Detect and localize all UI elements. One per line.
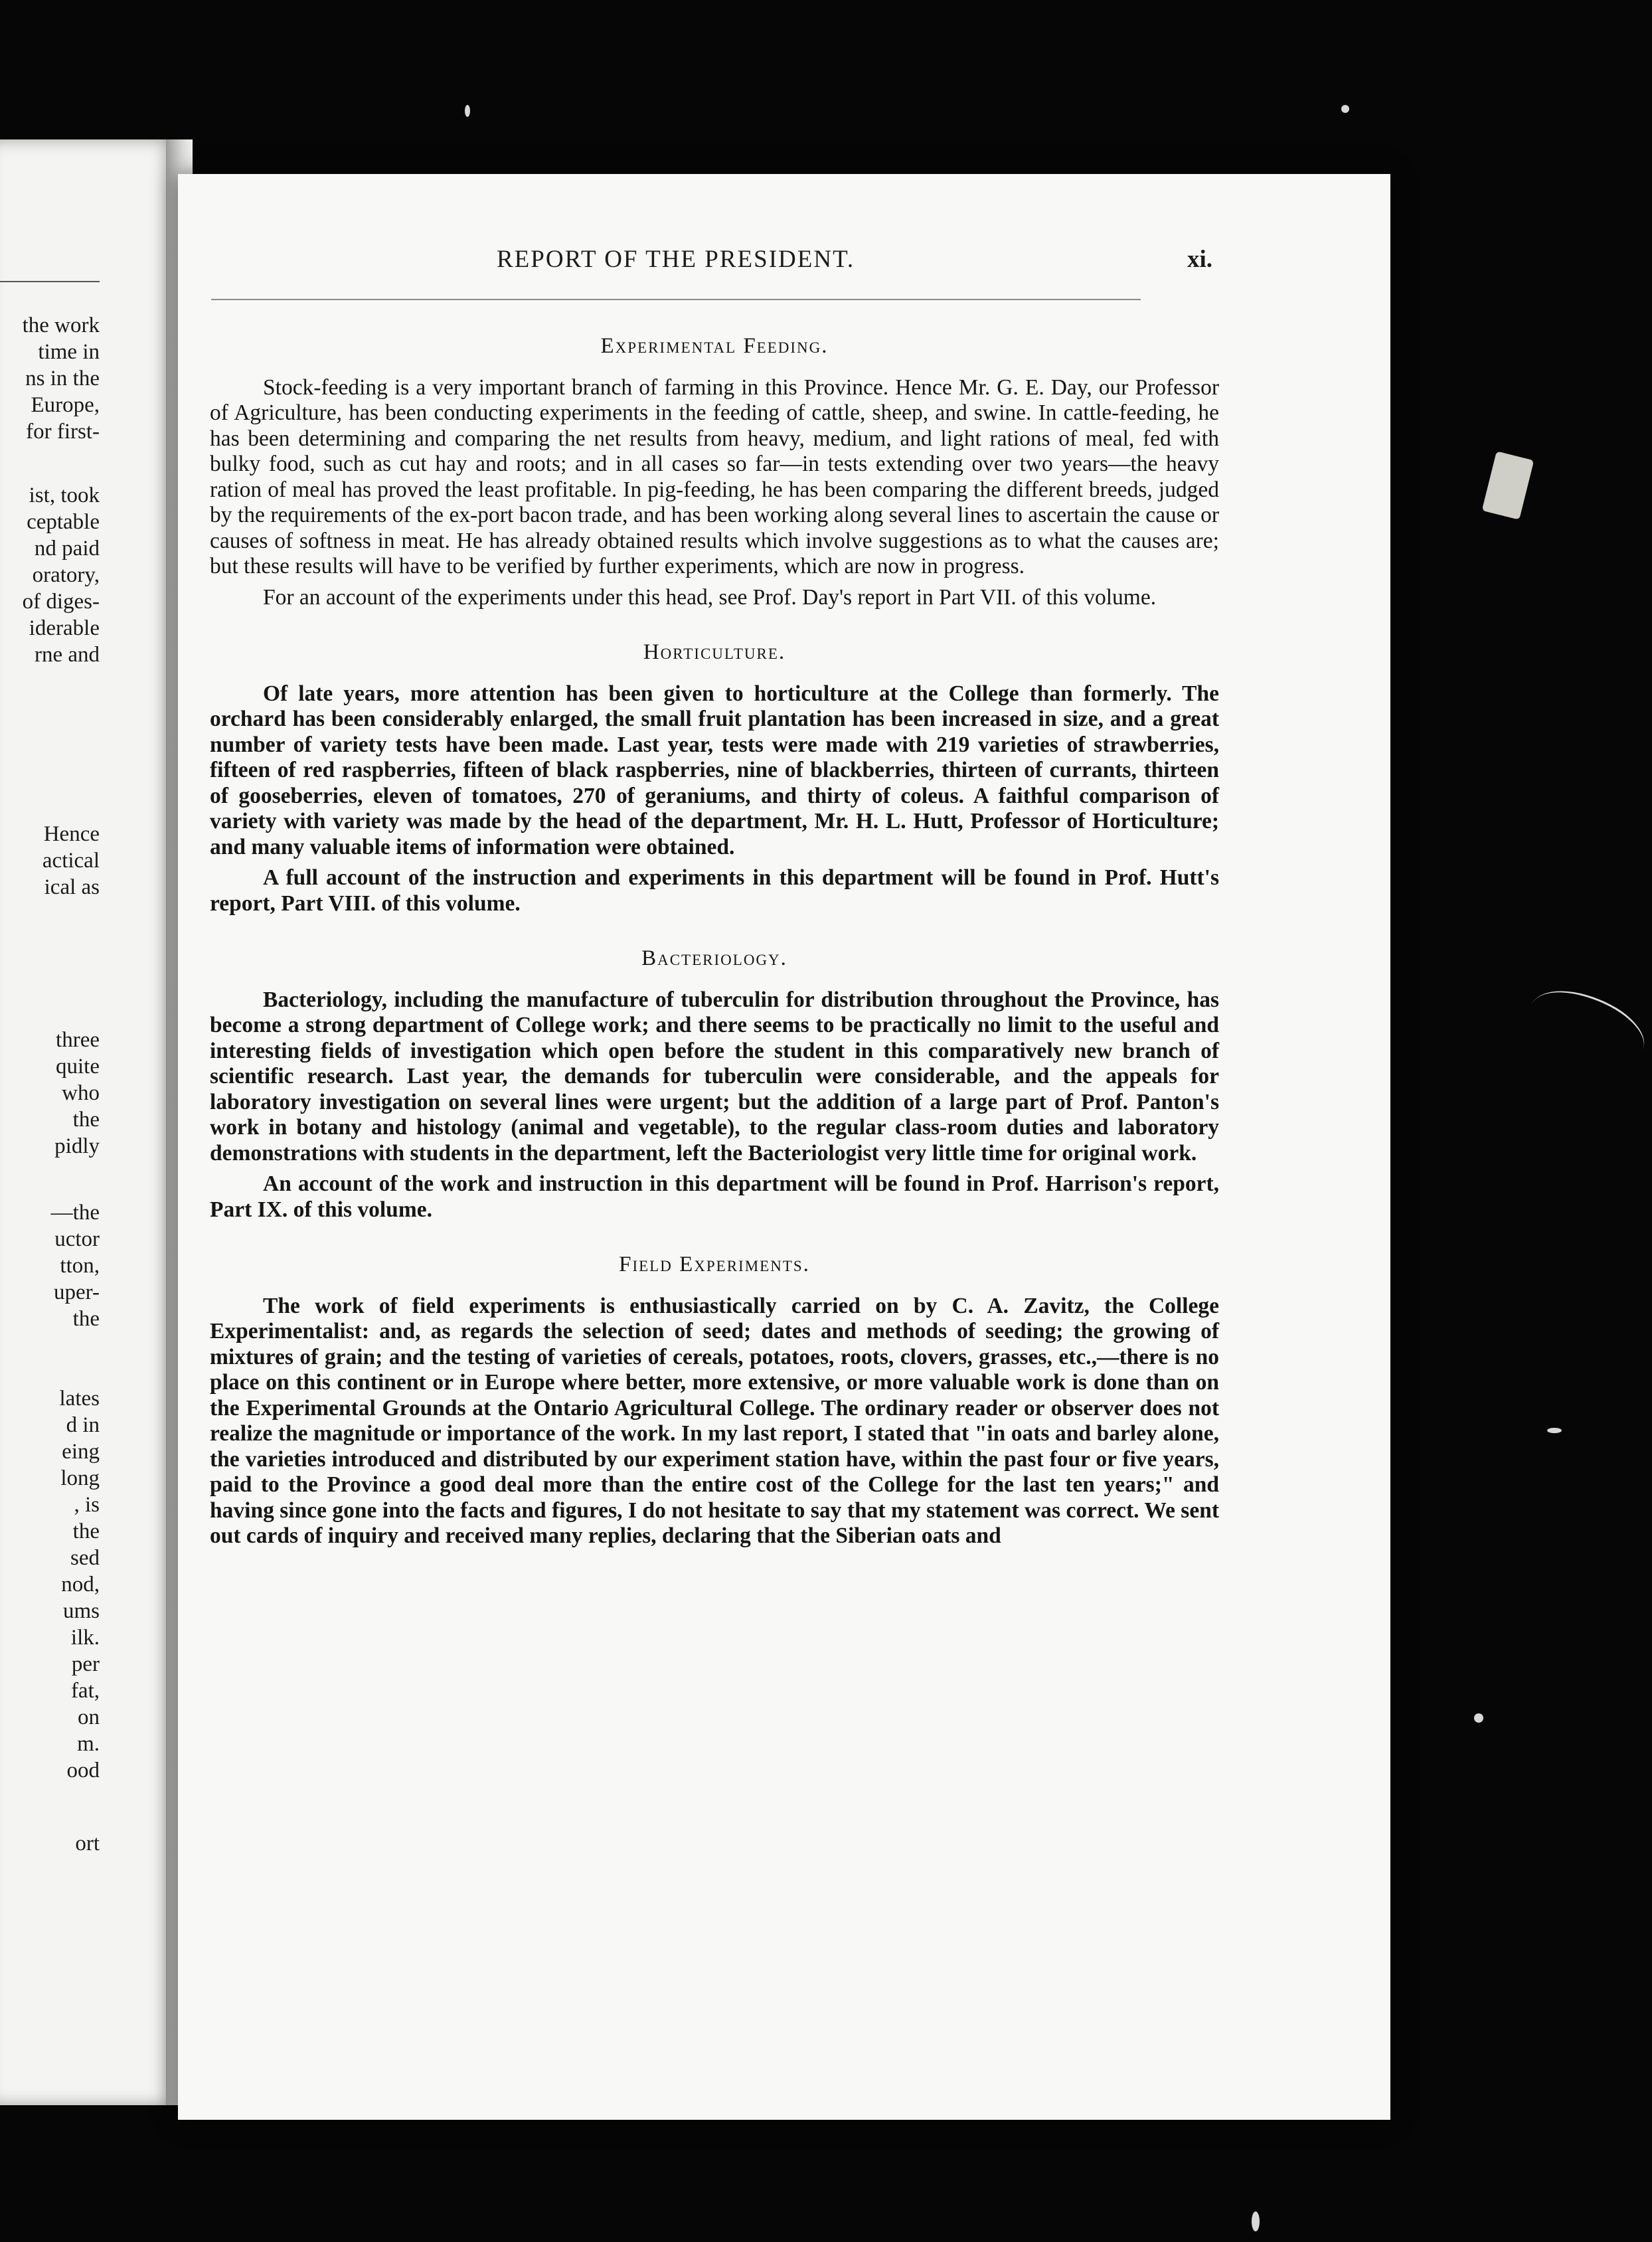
left-page-fragment: ood (66, 1759, 100, 1782)
left-facing-page (0, 139, 178, 2105)
section-heading-horticulture: Horticulture. (643, 640, 786, 664)
left-page-fragment: lates (59, 1387, 100, 1411)
left-page-fragment: nd paid (34, 537, 100, 560)
page-body (210, 333, 1219, 1549)
paragraph: Stock-feeding is a very important branch of farming in this Province. Hence Mr. G. E. Day, our Professor of Agriculture, has been conducting experiments in the feeding of cattle, sheep, and swine. In cattle-feeding, he has been determining and comparing the net results from heavy, medium, and light rations of meal, fed with bulky food, such as cut hay and roots; and in all cases so far—in tests extending over two years—the heavy ration of meal has proved the least profitable. In pig-feeding, he has been comparing the different breeds, judged by the requirements of the ex-port bacon trade, and has been working along several lines to ascertain the cause or causes of softness in meat. He has already obtained results which involve suggestions as to what the causes are; but these results will have to be verified by further experiments, which are now in progress. (210, 375, 1219, 578)
left-page-fragment: —the (50, 1201, 100, 1225)
left-page-fragment: eing (62, 1440, 100, 1464)
left-page-fragment: sed (70, 1546, 100, 1570)
left-page-fragment: on (78, 1705, 100, 1729)
paper-scrap (1482, 451, 1534, 519)
left-page-fragment: m. (77, 1732, 100, 1756)
left-page-fragment: tton, (60, 1254, 100, 1278)
dust-speck (1252, 2211, 1260, 2231)
left-page-fragment: rne and (34, 643, 100, 667)
dust-speck (465, 105, 470, 117)
paragraph: An account of the work and instruction in this department will be found in Prof. Harrison's report, Part IX. of this volume. (210, 1171, 1219, 1222)
header-rule (211, 299, 1141, 300)
left-page-fragment: long (60, 1466, 100, 1490)
left-page-fragment: ns in the (25, 367, 100, 390)
left-page-fragment: actical (42, 849, 100, 873)
left-page-fragment: time in (38, 340, 100, 364)
left-page-fragment: pidly (54, 1134, 100, 1158)
dust-speck (1341, 105, 1349, 113)
left-page-fragment: ilk. (70, 1626, 100, 1650)
left-page-fragment: the work (22, 313, 100, 337)
dust-speck (1547, 1428, 1562, 1433)
left-page-fragment: the (72, 1519, 100, 1543)
running-head (178, 245, 1390, 278)
paragraph: Of late years, more attention has been given to horticulture at the College than formerly. The orchard has been considerably enlarged, the small fruit plantation has been increased in size, and a great number of variety tests have been made. Last year, tests were made with 219 varieties of strawberries, fifteen of red raspberries, fifteen of black raspberries, nine of blackberries, thirteen of currants, thirteen of gooseberries, eleven of tomatoes, 270 of geraniums, and thirty of coleus. A faithful comparison of variety with variety was made by the head of the department, Mr. H. L. Hutt, Professor of Horticulture; and many valuable items of information were obtained. (210, 681, 1219, 859)
left-page-fragment: quite (56, 1055, 100, 1078)
left-page-fragment: ort (75, 1832, 100, 1855)
section-heading-experimental-feeding: Experimental Feeding. (600, 334, 829, 358)
page-number: xi. (1187, 246, 1213, 273)
left-page-fragment: of diges- (22, 590, 100, 614)
left-page-fragment: uper- (54, 1280, 100, 1304)
section-heading-field-experiments: Field Experiments. (619, 1252, 810, 1276)
left-page-fragment: Hence (43, 822, 100, 846)
left-page-fragment: d in (66, 1413, 100, 1437)
left-page-fragment: per (71, 1652, 100, 1676)
stray-fiber (1520, 972, 1652, 1082)
left-page-fragment: uctor (54, 1227, 100, 1251)
right-page (178, 174, 1390, 2120)
paragraph: For an account of the experiments under this head, see Prof. Day's report in Part VII. of this volume. (263, 584, 1157, 610)
left-page-fragment: the (72, 1108, 100, 1132)
paragraph: Bacteriology, including the manufacture of tuberculin for distribution throughout the Province, has become a strong department of College work; and there seems to be practically no limit to the useful and interesting fields of investigation which open before the student in this comparatively new branch of scientific research. Last year, the demands for tuberculin were considerable, and the appeals for laboratory investigation on several lines were urgent; but the addition of a large part of Prof. Panton's work in botany and histology (animal and vegetable), to the regular class-room duties and laboratory demonstrations with students in the department, left the Bacteriologist very little time for original work. (210, 987, 1219, 1165)
running-title: REPORT OF THE PRESIDENT. (497, 246, 855, 273)
left-page-fragment: who (62, 1081, 100, 1105)
left-page-fragment: three (56, 1028, 100, 1052)
left-page-fragment: ist, took (29, 483, 100, 507)
left-page-fragment: nod, (61, 1573, 100, 1596)
left-page-fragment: ums (62, 1599, 100, 1623)
left-page-fragment: for first- (26, 420, 100, 444)
section-heading-bacteriology: Bacteriology. (641, 946, 787, 970)
dust-speck (1474, 1713, 1483, 1723)
paragraph: A full account of the instruction and experiments in this department will be found in Prof. Hutt's report, Part VIII. of this volume. (210, 865, 1219, 916)
left-page-fragment: , is (74, 1493, 100, 1517)
left-page-fragment: ceptable (27, 510, 100, 534)
left-page-fragment: the (72, 1307, 100, 1331)
left-page-fragment: ical as (44, 875, 100, 899)
left-page-fragment: iderable (29, 616, 100, 640)
left-page-fragment: fat, (70, 1679, 100, 1703)
paragraph: The work of field experiments is enthusiastically carried on by C. A. Zavitz, the College Experimentalist: and, as regards the selection of seed; dates and methods of seeding; the growing of mixtures of grain; and the testing of varieties of cereals, potatoes, roots, clovers, grasses, etc.,—there is no place on this continent or in Europe where better, more extensive, or more valuable work is done than on the Experimental Grounds at the Ontario Agricultural College. The ordinary reader or observer does not realize the magnitude or importance of the work. In my last report, I stated that "in oats and barley alone, the varieties introduced and distributed by our experiment station have, within the past four or five years, paid to the Province a good deal more than the entire cost of the College for the last ten years;" and having since gone into the facts and figures, I do not hesitate to say that my statement was correct. We sent out cards of inquiry and received many replies, declaring that the Siberian oats and (210, 1293, 1219, 1548)
left-page-fragment: oratory, (32, 563, 100, 587)
left-page-fragment: Europe, (31, 393, 100, 417)
left-page-rule (0, 281, 100, 282)
